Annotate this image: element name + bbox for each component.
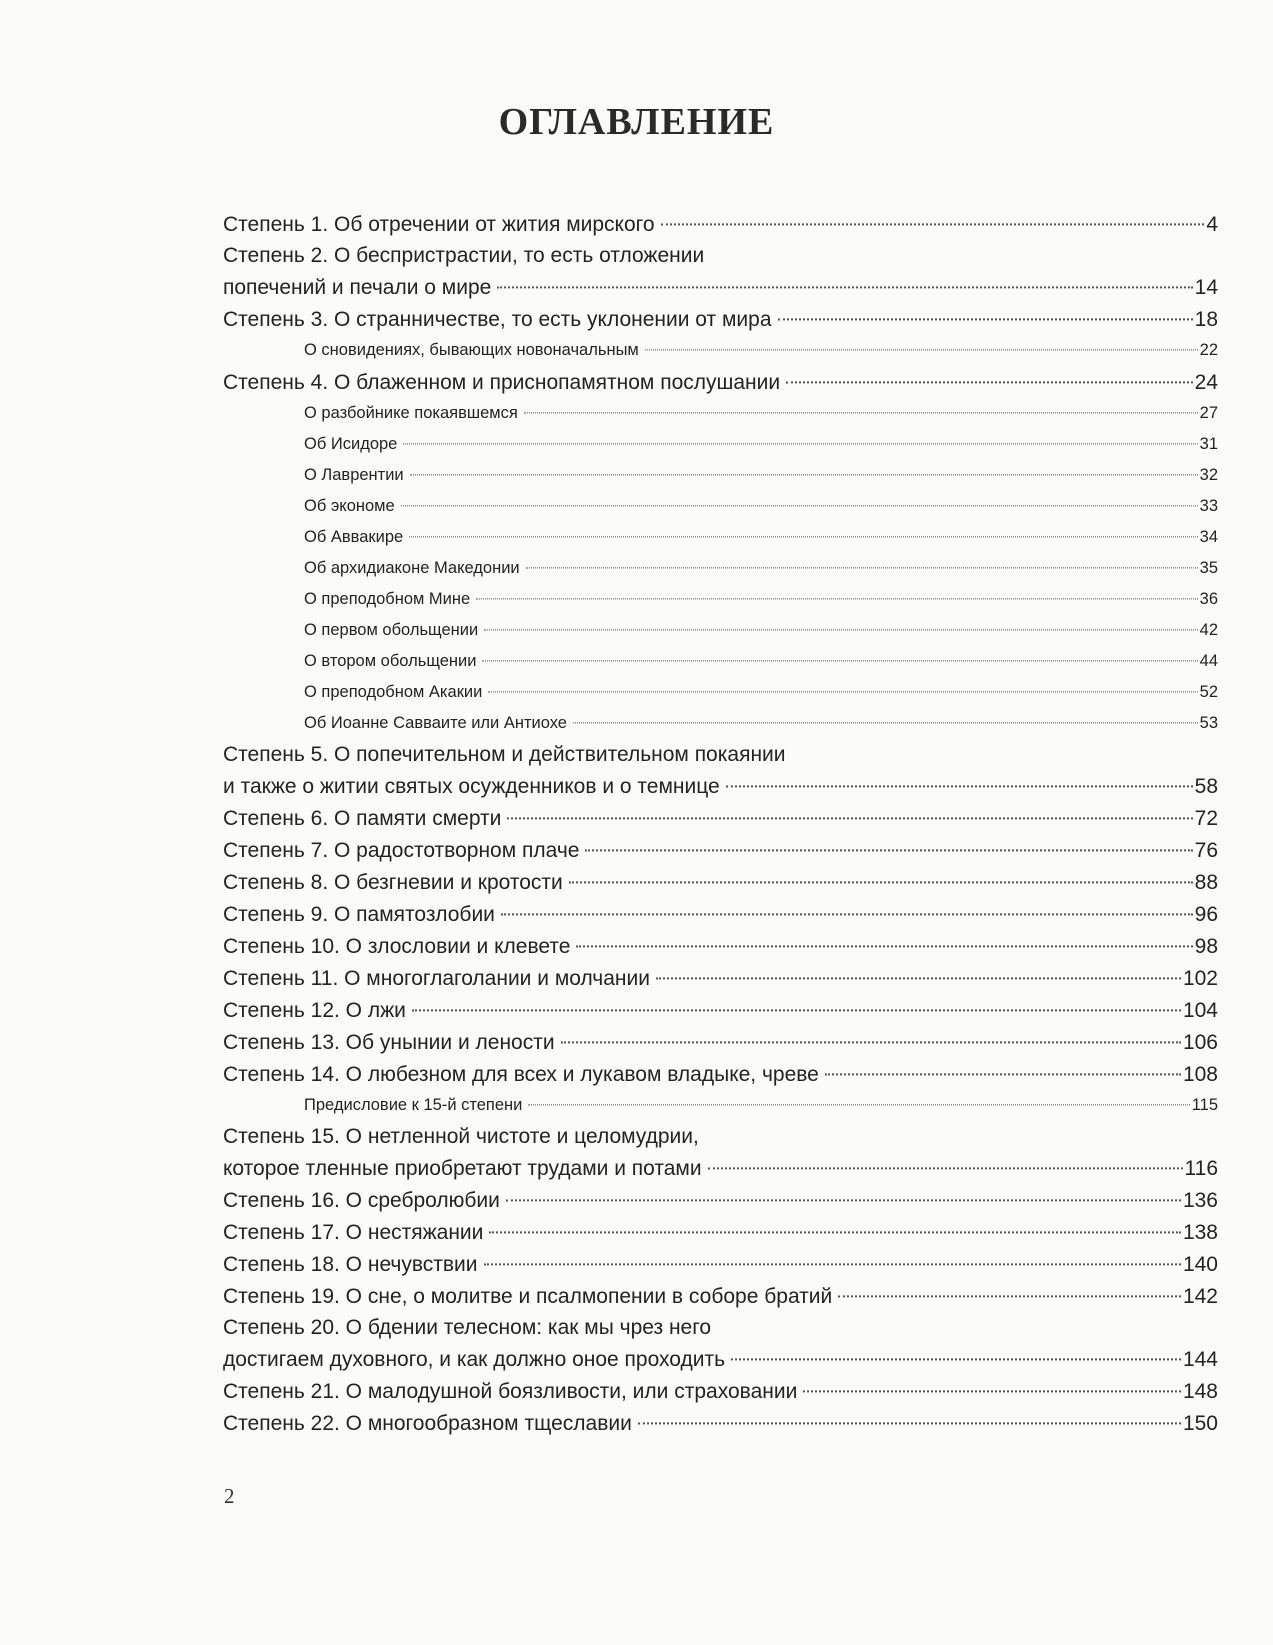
toc-entry-text: Степень 10. О злословии и клевете (223, 935, 571, 958)
toc-entry-text: Об архидиаконе Македонии (304, 559, 520, 577)
dot-leader (488, 675, 1197, 693)
toc-entry-text: и также о житии святых осужденников и о темнице (223, 775, 720, 798)
toc-subentry (304, 615, 1218, 646)
toc-entry-text: попечений и печали о мире (223, 276, 492, 299)
toc-page-number: 150 (1182, 1412, 1218, 1435)
toc-entry-text: Степень 11. О многоглаголании и молчании (223, 967, 650, 990)
toc-entry-text: Об Иоанне Савваите или Антиохе (304, 714, 567, 732)
dot-leader (410, 458, 1198, 476)
toc-subentry (304, 398, 1218, 429)
toc-subentry (304, 460, 1218, 491)
toc-entry-text: достигаем духовного, и как должно оное проходить (223, 1348, 726, 1371)
toc-subentry (304, 522, 1218, 553)
toc-entry (223, 303, 1218, 335)
dot-leader (778, 297, 1193, 320)
toc-page-number: 27 (1199, 404, 1218, 422)
toc-page-number: 14 (1194, 276, 1218, 299)
toc-entry-text: Степень 12. О лжи (223, 999, 406, 1022)
toc-subentry (304, 677, 1218, 708)
toc-entry-text: Степень 4. О блаженном и приснопамятном послушании (223, 371, 781, 394)
toc-entry-text: О разбойнике покаявшемся (304, 404, 518, 422)
toc-page-number: 140 (1182, 1253, 1218, 1276)
toc-entry (223, 1407, 1218, 1439)
page-number: 2 (224, 1484, 235, 1508)
toc-entry-text: Степень 21. О малодушной боязливости, или страховании (223, 1380, 798, 1403)
toc-entry-text: Степень 8. О безгневии и кротости (223, 871, 563, 894)
toc-entry-text: Об Аввакире (304, 528, 404, 546)
dot-leader (825, 1052, 1181, 1075)
dot-leader (661, 202, 1205, 225)
toc-entry-text: Степень 5. О попечительном и действительном покаянии (223, 743, 786, 766)
toc-entry-text: Степень 16. О сребролюбии (223, 1189, 500, 1212)
dot-leader (638, 1401, 1181, 1424)
toc-entry (223, 240, 1218, 303)
toc-entry-text: Степень 14. О любезном для всех и лукавом владыке, чреве (223, 1063, 819, 1086)
dot-leader (401, 489, 1198, 507)
toc-subentry (304, 429, 1218, 460)
dot-leader (524, 396, 1198, 414)
toc-page-number: 148 (1182, 1380, 1218, 1403)
toc-page-number: 44 (1199, 652, 1218, 670)
toc-page-number: 33 (1199, 497, 1218, 515)
toc-page-number: 115 (1191, 1096, 1218, 1114)
dot-leader (526, 551, 1198, 569)
toc-page-number: 96 (1194, 903, 1218, 926)
dot-leader (731, 1337, 1181, 1360)
dot-leader (708, 1146, 1183, 1169)
toc-entry-text: Степень 9. О памятозлобии (223, 903, 495, 926)
toc-entry-text: Степень 2. О беспристрастии, то есть отложении (223, 244, 705, 267)
toc-entry-text: О Лаврентии (304, 466, 404, 484)
toc-page-number: 4 (1206, 213, 1218, 236)
dot-leader (656, 956, 1181, 979)
toc-entry (223, 1280, 1218, 1312)
toc-entry-text: Степень 19. О сне, о молитве и псалмопении в соборе братий (223, 1285, 833, 1308)
toc-subentry (304, 584, 1218, 615)
toc-page-number: 104 (1182, 999, 1218, 1022)
toc-page-number: 72 (1194, 807, 1218, 830)
toc-entry (223, 366, 1218, 398)
toc-page-number: 24 (1194, 371, 1218, 394)
dot-leader (561, 1020, 1181, 1043)
toc-page-number: 88 (1194, 871, 1218, 894)
toc-entry-text: Степень 15. О нетленной чистоте и целомудрии, (223, 1125, 699, 1148)
toc-entry-text: Степень 13. Об унынии и лености (223, 1031, 555, 1054)
dot-leader (484, 613, 1197, 631)
dot-leader (484, 1242, 1181, 1265)
toc-page-number: 102 (1182, 967, 1218, 990)
toc-entry-text: О втором обольщении (304, 652, 477, 670)
dot-leader (506, 1178, 1181, 1201)
toc-page-number: 108 (1182, 1063, 1218, 1086)
toc-entry (223, 1121, 1218, 1184)
toc-entry-text: Степень 18. О нечувствии (223, 1253, 478, 1276)
toc-subentry (304, 646, 1218, 677)
dot-leader (576, 924, 1192, 947)
toc-page-number: 76 (1194, 839, 1218, 862)
toc-page-number: 36 (1199, 590, 1218, 608)
dot-leader (838, 1274, 1181, 1297)
toc-entry-text: Степень 6. О памяти смерти (223, 807, 502, 830)
dot-leader (476, 582, 1197, 600)
toc-page-number: 34 (1199, 528, 1218, 546)
toc-page-number: 138 (1182, 1221, 1218, 1244)
toc-entry-text: О преподобном Мине (304, 590, 471, 608)
toc-subentry (304, 553, 1218, 584)
dot-leader (585, 828, 1192, 851)
toc-page-number: 18 (1194, 308, 1218, 331)
toc-page-number: 136 (1182, 1189, 1218, 1212)
toc-page-number: 116 (1184, 1157, 1218, 1180)
toc-entry-text: О сновидениях, бывающих новоначальным (304, 341, 639, 359)
dot-leader (573, 706, 1198, 724)
dot-leader (482, 644, 1197, 662)
dot-leader (786, 360, 1193, 383)
toc-page-number: 58 (1194, 775, 1218, 798)
toc-page-number: 31 (1199, 435, 1218, 453)
toc-subentry (304, 708, 1218, 739)
page-title: ОГЛАВЛЕНИЕ (498, 101, 775, 143)
toc-page-number: 32 (1199, 466, 1218, 484)
toc-page-number: 98 (1194, 935, 1218, 958)
toc-subentry (304, 1090, 1218, 1121)
toc-entry-text: О первом обольщении (304, 621, 479, 639)
dot-leader (489, 1210, 1181, 1233)
toc-entry-text: Об экономе (304, 497, 395, 515)
toc-entry (223, 208, 1218, 240)
dot-leader (403, 427, 1197, 445)
dot-leader (803, 1369, 1181, 1392)
dot-leader (409, 520, 1197, 538)
toc-entry (223, 1312, 1218, 1375)
toc-subentry (304, 491, 1218, 522)
toc-entry-text: О преподобном Акакии (304, 683, 483, 701)
toc-entry-text: Степень 1. Об отречении от жития мирского (223, 213, 655, 236)
dot-leader (528, 1088, 1189, 1106)
toc-page-number: 52 (1199, 683, 1218, 701)
toc-page-number: 22 (1199, 341, 1218, 359)
toc-entry (223, 739, 1218, 802)
toc-page-number: 53 (1199, 714, 1218, 732)
toc-page-number: 42 (1199, 621, 1218, 639)
dot-leader (726, 764, 1193, 787)
dot-leader (501, 892, 1193, 915)
toc-entry-text: Степень 3. О странничестве, то есть уклонении от мира (223, 308, 772, 331)
dot-leader (412, 988, 1181, 1011)
toc-entry-text: Предисловие к 15-й степени (304, 1096, 523, 1114)
dot-leader (497, 265, 1192, 288)
dot-leader (507, 796, 1192, 819)
toc-page-number: 144 (1182, 1348, 1218, 1371)
toc-page-number: 142 (1182, 1285, 1218, 1308)
dot-leader (645, 333, 1198, 351)
toc-entry-text: Об Исидоре (304, 435, 398, 453)
toc-entry-text: Степень 22. О многообразном тщеславии (223, 1412, 632, 1435)
toc-entry (223, 1058, 1218, 1090)
toc-entry-text: Степень 7. О радостотворном плаче (223, 839, 580, 862)
toc-entry-text: Степень 20. О бдении телесном: как мы чрез него (223, 1316, 712, 1339)
table-of-contents (223, 208, 1218, 1439)
toc-entry-text: которое тленные приобретают трудами и потами (223, 1157, 702, 1180)
toc-page-number: 35 (1199, 559, 1218, 577)
toc-entry-text: Степень 17. О нестяжании (223, 1221, 484, 1244)
dot-leader (569, 860, 1193, 883)
toc-page-number: 106 (1182, 1031, 1218, 1054)
